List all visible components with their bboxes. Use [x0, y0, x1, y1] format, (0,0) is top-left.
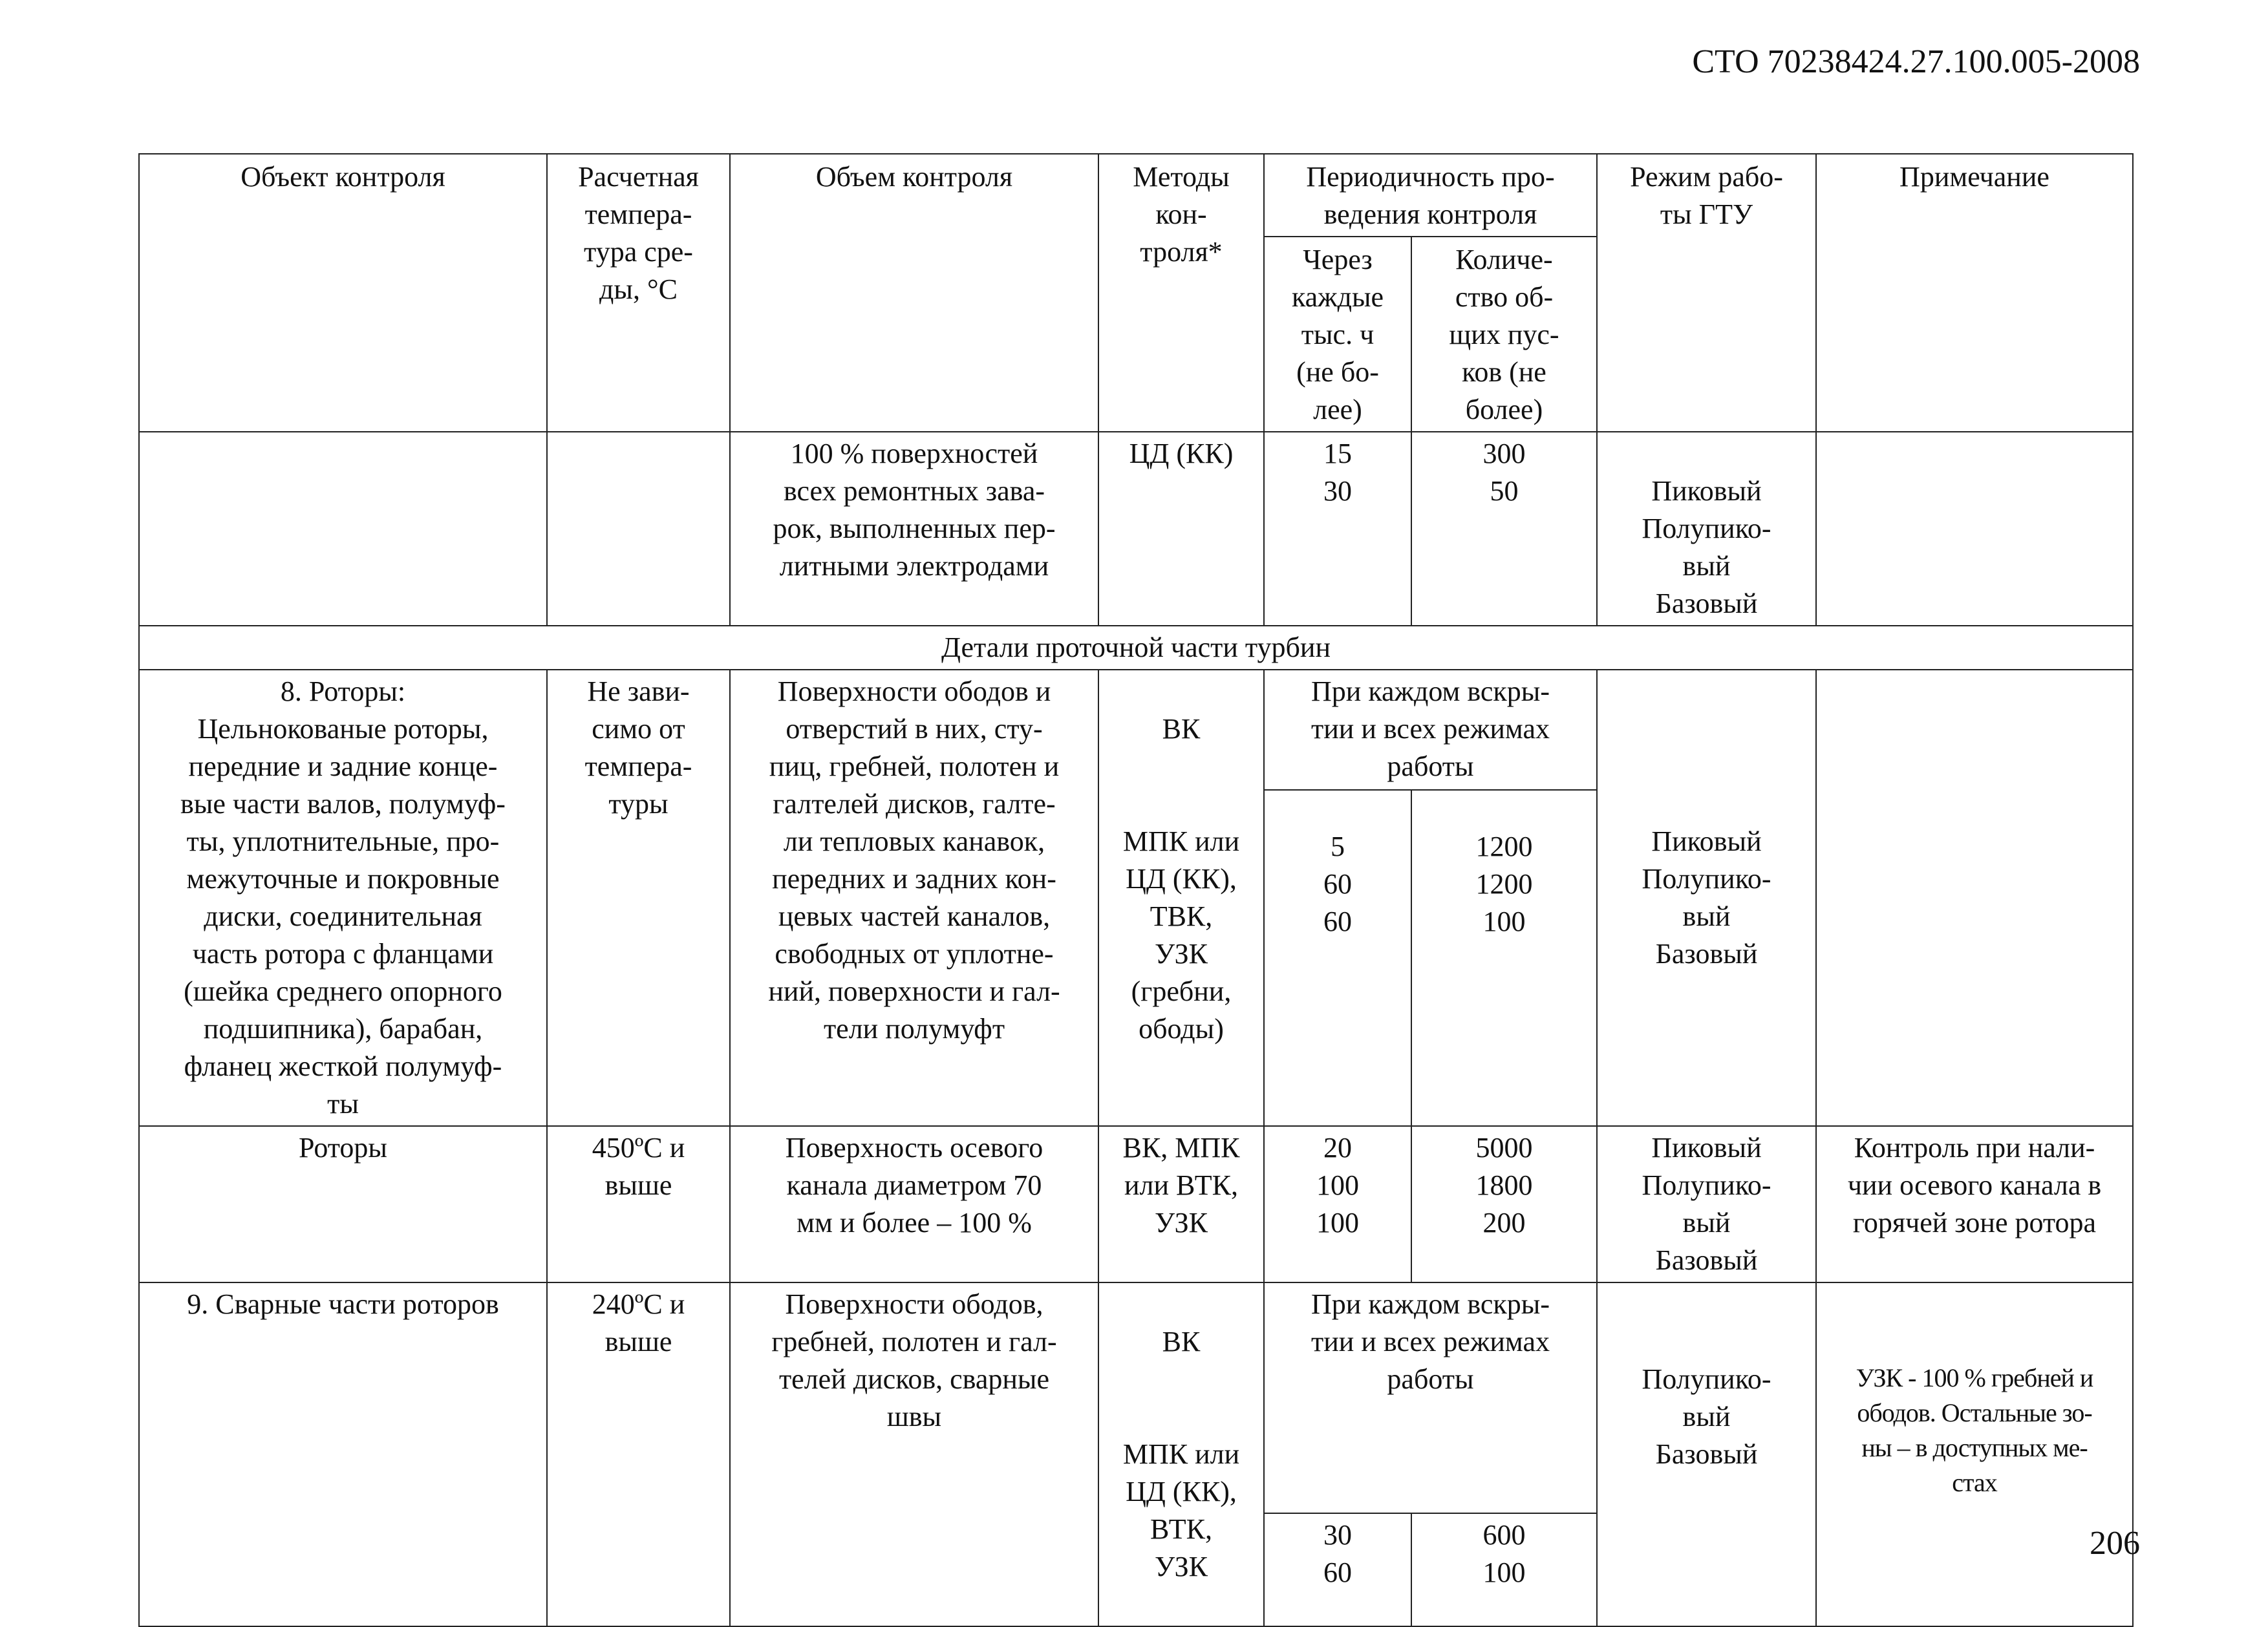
cell-methods: ЦД (КК) [1098, 432, 1264, 626]
header-row [139, 154, 2133, 237]
cell-object [139, 432, 547, 626]
cell-scope: Поверхности ободов и отверстий в них, сту- пиц, гребней, полотен и галтелей дисков, галте- ли тепловых канавок, передних и задних кон- цевых частей каналов, свободных от уплотне- ний, поверхности и гал- тели полумуфт [730, 670, 1098, 1126]
header-object: Объект контроля [139, 154, 547, 432]
methods-top: ВК [1162, 713, 1201, 745]
page-number: 206 [2090, 1525, 2140, 1562]
table-row [139, 1126, 2133, 1282]
cell-object: 8. Роторы: Цельнокованые роторы, передние и задние конце- вые части валов, полумуф- ты, уплотнительные, про- межуточные и покровные диски, соединительная часть ротора с фланцами (шейка среднего опорного подшипника), барабан, фланец жесткой полумуф- ты [139, 670, 547, 1126]
header-note: Примечание [1816, 154, 2133, 432]
control-table [138, 153, 2134, 1627]
cell-temperature: Не зави- симо от темпера- туры [547, 670, 730, 1126]
header-methods: Методы кон- троля* [1098, 154, 1264, 432]
cell-note [1816, 432, 2133, 626]
cell-temperature: 240ºС и выше [547, 1282, 730, 1626]
cell-mode: Пиковый Полупико- вый Базовый [1597, 670, 1816, 1126]
table-row [139, 1282, 2133, 1513]
cell-object: 9. Сварные части роторов [139, 1282, 547, 1626]
table-row [139, 670, 2133, 790]
table-row [139, 432, 2133, 626]
cell-note: Контроль при нали- чии осевого канала в горячей зоне ротора [1816, 1126, 2133, 1282]
header-temperature: Расчетная темпера- тура сре- ды, °С [547, 154, 730, 432]
cell-hours: 5 60 60 [1264, 790, 1411, 1126]
methods-bottom: МПК или ЦД (КК), ТВК, УЗК (гребни, ободы) [1122, 825, 1240, 1045]
cell-hours: 30 60 [1264, 1513, 1411, 1626]
cell-note [1816, 670, 2133, 1126]
cell-mode: Пиковый Полупико- вый Базовый [1597, 432, 1816, 626]
header-mode: Режим рабо- ты ГТУ [1597, 154, 1816, 432]
cell-mode: Полупико- вый Базовый [1597, 1282, 1816, 1626]
header-starts: Количе- ство об- щих пус- ков (не более) [1411, 237, 1597, 432]
methods-top: ВК [1162, 1326, 1201, 1357]
cell-scope: Поверхности ободов, гребней, полотен и гал- телей дисков, сварные швы [730, 1282, 1098, 1626]
cell-periodicity-span: При каждом вскры- тии и всех режимах работы [1264, 670, 1597, 790]
header-periodicity: Периодичность про- ведения контроля [1264, 154, 1597, 237]
cell-starts: 1200 1200 100 [1411, 790, 1597, 1126]
cell-note: УЗК - 100 % гребней и ободов. Остальные зо- ны – в доступных ме- стах [1816, 1282, 2133, 1626]
section-title: Детали проточной части турбин [139, 626, 2133, 670]
methods-bottom: МПК или ЦД (КК), ВТК, УЗК [1122, 1438, 1240, 1582]
cell-object: Роторы [139, 1126, 547, 1282]
cell-scope: Поверхность осевого канала диаметром 70 мм и более – 100 % [730, 1126, 1098, 1282]
cell-temperature: 450ºС и выше [547, 1126, 730, 1282]
cell-methods: ВК, МПК или ВТК, УЗК [1098, 1126, 1264, 1282]
cell-starts: 600 100 [1411, 1513, 1597, 1626]
cell-hours: 20 100 100 [1264, 1126, 1411, 1282]
cell-periodicity-span: При каждом вскры- тии и всех режимах работы [1264, 1282, 1597, 1513]
cell-temperature [547, 432, 730, 626]
document-code: СТО 70238424.27.100.005-2008 [1692, 43, 2140, 80]
cell-methods [1098, 670, 1264, 1126]
header-every-hours: Через каждые тыс. ч (не бо- лее) [1264, 237, 1411, 432]
header-scope: Объем контроля [730, 154, 1098, 432]
cell-mode: Пиковый Полупико- вый Базовый [1597, 1126, 1816, 1282]
cell-starts: 5000 1800 200 [1411, 1126, 1597, 1282]
cell-scope: 100 % поверхностей всех ремонтных зава- рок, выполненных пер- литными электродами [730, 432, 1098, 626]
cell-hours: 15 30 [1264, 432, 1411, 626]
section-row [139, 626, 2133, 670]
cell-starts: 300 50 [1411, 432, 1597, 626]
cell-methods [1098, 1282, 1264, 1626]
